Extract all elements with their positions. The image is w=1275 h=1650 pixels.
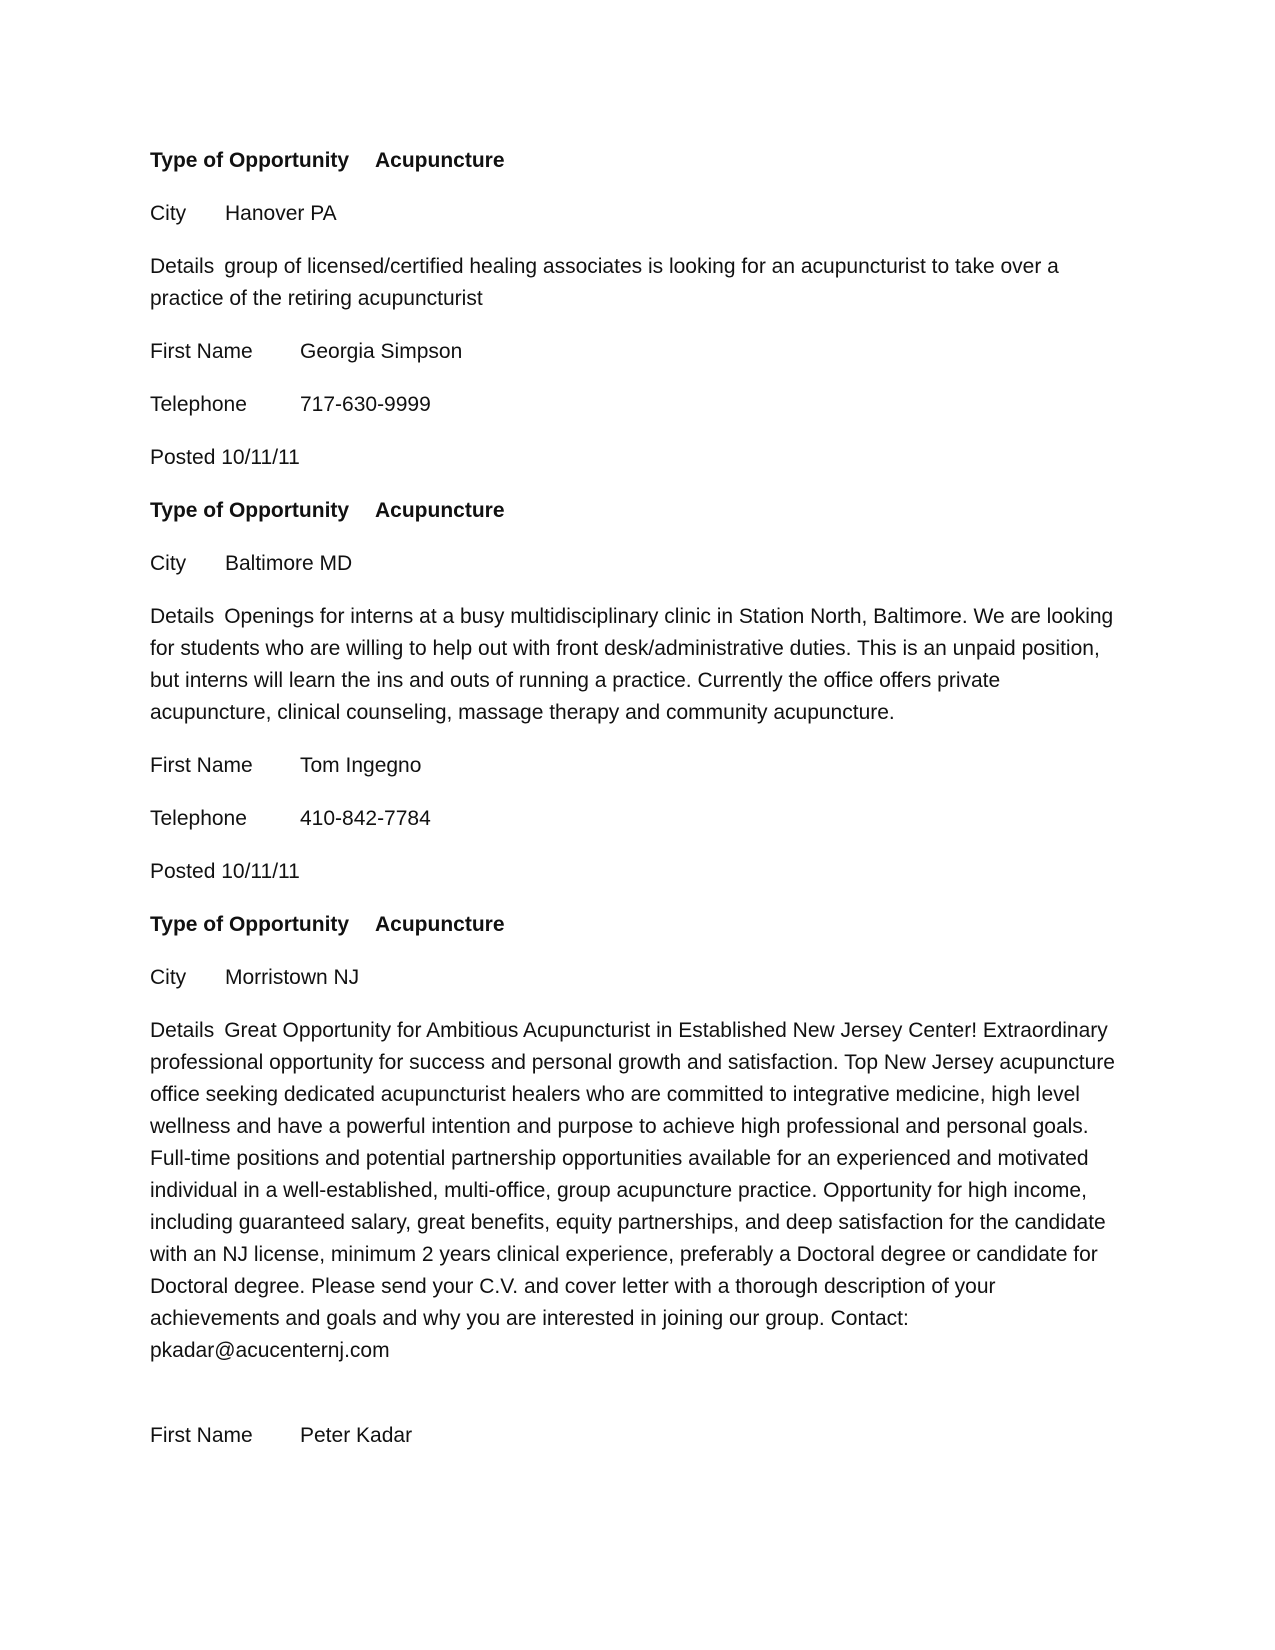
first-name-row (150, 750, 1130, 782)
type-row (150, 909, 1130, 941)
first-name-label: First Name (150, 754, 253, 777)
type-value: Acupuncture (375, 499, 505, 522)
first-name-value: Tom Ingegno (300, 754, 422, 777)
posted-date: Posted 10/11/11 (150, 860, 300, 883)
first-name-value: Peter Kadar (300, 1424, 413, 1447)
details-line: Great Opportunity for Ambitious Acupuncturist in Established New Jersey Center! Extraordinary (224, 1019, 1108, 1042)
details-label: Details (150, 605, 215, 628)
city-label: City (150, 202, 187, 225)
details-line: for students who are willing to help out with front desk/administrative duties. This is an unpaid position, (150, 637, 1100, 660)
city-row (150, 198, 1130, 230)
type-row (150, 145, 1130, 177)
type-row (150, 495, 1130, 527)
details-block (150, 251, 1130, 315)
posted-date: Posted 10/11/11 (150, 446, 300, 469)
city-row (150, 548, 1130, 580)
details-block (150, 1015, 1130, 1367)
details-line: office seeking dedicated acupuncturist healers who are committed to integrative medicine, high level (150, 1083, 1080, 1106)
listing (150, 145, 1130, 474)
document-page (150, 145, 1130, 1473)
type-label: Type of Opportunity (150, 499, 350, 522)
details-label: Details (150, 1019, 215, 1042)
type-label: Type of Opportunity (150, 149, 350, 172)
contact-email[interactable]: pkadar@acucenternj.com (150, 1339, 390, 1362)
details-line: achievements and goals and why you are interested in joining our group. Contact: (150, 1307, 909, 1330)
telephone-label: Telephone (150, 393, 247, 416)
telephone-row (150, 803, 1130, 835)
listing (150, 909, 1130, 1452)
details-line: group of licensed/certified healing associates is looking for an acupuncturist to take over a (224, 255, 1059, 278)
details-line: but interns will learn the ins and outs of running a practice. Currently the office offers private (150, 669, 1001, 692)
type-value: Acupuncture (375, 149, 505, 172)
details-block (150, 601, 1130, 729)
details-label: Details (150, 255, 215, 278)
details-line: practice of the retiring acupuncturist (150, 287, 483, 310)
city-value: Hanover PA (225, 202, 337, 225)
city-label: City (150, 966, 187, 989)
details-line: professional opportunity for success and personal growth and satisfaction. Top New Jersey acupuncture (150, 1051, 1115, 1074)
type-value: Acupuncture (375, 913, 505, 936)
first-name-row (150, 336, 1130, 368)
first-name-value: Georgia Simpson (300, 340, 463, 363)
details-line: wellness and have a powerful intention and purpose to achieve high professional and personal goals. (150, 1115, 1089, 1138)
telephone-value: 410-842-7784 (300, 807, 431, 830)
city-label: City (150, 552, 187, 575)
city-value: Baltimore MD (225, 552, 353, 575)
details-line: acupuncture, clinical counseling, massage therapy and community acupuncture. (150, 701, 895, 724)
telephone-row (150, 389, 1130, 421)
first-name-label: First Name (150, 340, 253, 363)
details-line: Full-time positions and potential partnership opportunities available for an experienced and motivated (150, 1147, 1089, 1170)
first-name-label: First Name (150, 1424, 253, 1447)
first-name-row (150, 1420, 1130, 1452)
telephone-label: Telephone (150, 807, 247, 830)
telephone-value: 717-630-9999 (300, 393, 431, 416)
details-line: with an NJ license, minimum 2 years clinical experience, preferably a Doctoral degree or candidate for (150, 1243, 1098, 1266)
details-line: individual in a well-established, multi-office, group acupuncture practice. Opportunity for high income, (150, 1179, 1087, 1202)
city-row (150, 962, 1130, 994)
listing (150, 495, 1130, 888)
details-line: including guaranteed salary, great benefits, equity partnerships, and deep satisfaction for the candidate (150, 1211, 1106, 1234)
details-line: Openings for interns at a busy multidisciplinary clinic in Station North, Baltimore. We are looking (224, 605, 1114, 628)
type-label: Type of Opportunity (150, 913, 350, 936)
details-line: Doctoral degree. Please send your C.V. and cover letter with a thorough description of your (150, 1275, 996, 1298)
city-value: Morristown NJ (225, 966, 360, 989)
